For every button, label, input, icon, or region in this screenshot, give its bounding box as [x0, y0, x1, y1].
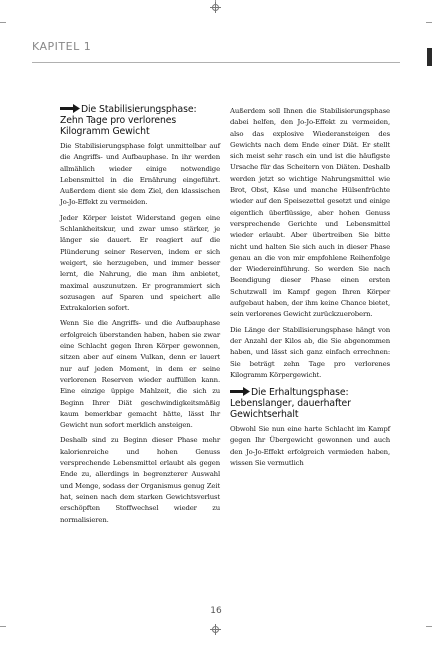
paragraph: Die Stabilisierungsphase folgt unmittelbar auf die Angriffs- und Aufbauphase. In ihr werden allmählich wieder einige notwendige Lebensmittel in die Ernährung eingeführt. Außerdem dient sie dem Ziel, den klassischen Jo-Jo-Effekt zu vermeiden.: [60, 142, 220, 207]
paragraph: Die Länge der Stabilisierungsphase hängt von der Anzahl der Kilos ab, die Sie abgenommen haben, und lässt sich ganz einfach errechnen: Sie beträgt zehn Tage pro verlorenes Kilogramm Körpergewicht.: [230, 325, 390, 379]
right-arrow-icon: [230, 387, 250, 396]
registration-mark-icon: [212, 4, 219, 11]
left-column: [60, 104, 220, 530]
right-arrow-icon: [60, 104, 80, 113]
paragraph: Deshalb sind zu Beginn dieser Phase mehr kalorienreiche und hohen Genuss versprechende Lebensmittel erlaubt als gegen Ende zu, allerdings in begrenzterer Auswahl und Menge, sodass der Organismus genug Zeit hat, seinen nach dem starken Gewichtsverlust erschöpften Stoffwechsel wieder zu normalisieren.: [60, 436, 220, 524]
running-header: [0, 36, 432, 66]
section-heading: [60, 104, 220, 137]
paragraph: Jeder Körper leistet Widerstand gegen eine Schlankheitskur, und zwar umso stärker, je länger sie dauert. Er reagiert auf die Plünderung seiner Reserven, indem er sich weigert, sie herzugeben, und immer besser lernt, die Nahrung, die man ihm anbietet, maximal auszunutzen. Er programmiert sich sozusagen auf Sparen und speichert alle Extrakalorien sofort.: [60, 213, 220, 313]
margin-tab: [427, 48, 432, 66]
chapter-label: KAPITEL 1: [32, 40, 92, 53]
crop-mark: [0, 626, 6, 627]
paragraph: Wenn Sie die Angriffs- und die Aufbauphase erfolgreich überstanden haben, haben sie zwar eine Schlacht gegen Ihren Körper gewonnen, sitzen aber auf einem Vulkan, denn er lauert nur auf jeden Moment, in dem er seine verlorenen Reserven wieder auffüllen kann. Eine einzige üppige Mahlzeit, die sich zu Beginn Ihrer Diät geschwindigkeitsmäßig kaum bemerkbar gemacht hätte, lässt Ihr Gewicht nun sofort merklich ansteigen.: [60, 319, 220, 430]
right-column: [230, 106, 390, 473]
registration-mark-icon: [212, 626, 219, 633]
paragraph: Obwohl Sie nun eine harte Schlacht im Kampf gegen Ihr Übergewicht gewonnen und auch den Jo-Jo-Effekt erfolgreich vermieden haben, wissen Sie vermutlich: [230, 425, 390, 468]
header-rule: [32, 62, 400, 63]
crop-mark: [0, 22, 6, 23]
section-heading: [230, 387, 390, 420]
page-number: 16: [210, 606, 222, 616]
section-heading-text: Die Erhaltungsphase: Lebenslanger, dauerhafter Gewichtserhalt: [230, 387, 351, 421]
section-heading-text: Die Stabilisierungsphase: Zehn Tage pro verlorenes Kilogramm Gewicht: [60, 104, 197, 137]
paragraph: Außerdem soll Ihnen die Stabilisierungsphase dabei helfen, den Jo-Jo-Effekt zu vermeiden, also das explosive Wiederansteigen des Gewichts nach dem Ende einer Diät. Er stellt sich meist sehr rasch ein und ist die häufigste Ursache für das Scheitern von Diäten. Deshalb werden jetzt so wichtige Nahrungsmittel wie Brot, Obst, Käse und manche Hülsenfrüchte wieder auf den Speisezettel gesetzt und einige eigentlich überflüssige, aber hohen Genuss versprechende Gerichte und Lebensmittel wieder erlaubt. Aber übertreiben Sie bitte nicht und halten Sie sich auch in dieser Phase genau an die von mir empfohlene Reihenfolge der Wiedereinführung. So werden Sie nach Beendigung dieser Phase einen ersten Schutzwall im Kampf gegen Ihren Körper aufgebaut haben, der ihm keine Chance bietet, sein verlorenes Gewicht zurückzuerobern.: [230, 107, 390, 319]
crop-mark: [426, 22, 432, 23]
crop-mark: [426, 626, 432, 627]
